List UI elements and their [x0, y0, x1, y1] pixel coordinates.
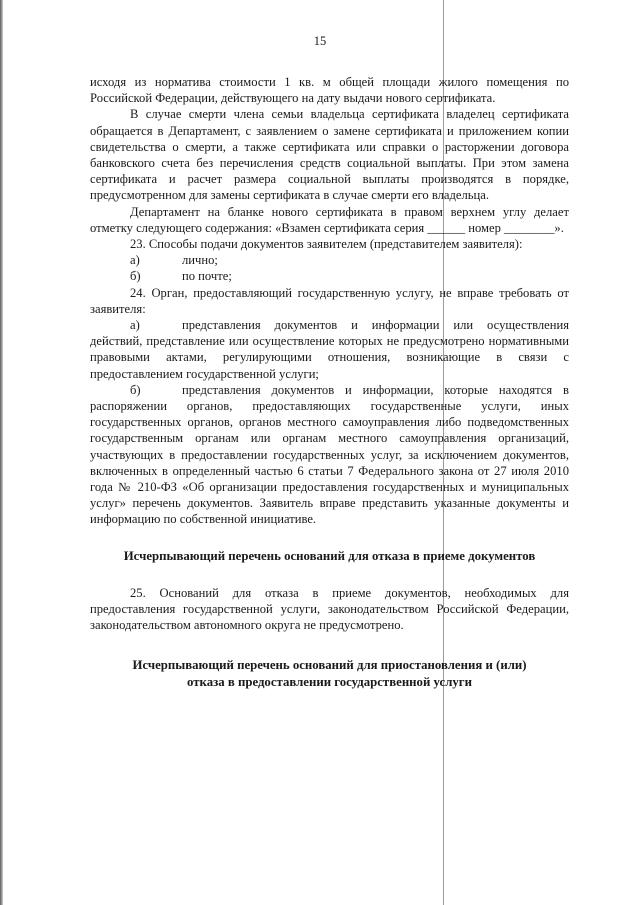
paragraph-continuation: исходя из норматива стоимости 1 кв. м общей площади жилого помещения по Российской Федерации, действующего на дату выдачи нового сертификата.: [90, 75, 569, 106]
page-number: 15: [313, 34, 327, 48]
list-marker: б): [130, 382, 141, 397]
list-item-23b: [90, 268, 569, 284]
list-item-text: лично;: [182, 253, 218, 268]
section-heading-suspension-line1: Исчерпывающий перечень оснований для приостановления и (или): [132, 658, 527, 673]
list-item-text: представления документов и информации, которые находятся в распоряжении органов, предоставляющих государственные услуги, иных государственных органов, органов местного самоуправления либо подведомственных государственным органам или органам местного самоуправления организаций, участвующих в предоставлении государственных услуг, за исключением документов, включенных в определенный частью 6 статьи 7 Федерального закона от 27 июля 2010 года № 210-ФЗ «Об организации предоставления государственных и муниципальных услуг» перечень документов. Заявитель вправе представить указанные документы и информацию по собственной инициативе.: [90, 382, 569, 527]
list-item-text: по почте;: [182, 269, 232, 284]
list-item-text: представления документов и информации или осуществления действий, представление или осуществление которых не предусмотрено нормативными правовыми актами, регулирующими отношения, возникающие в связи с предоставлением государственной услуги;: [90, 318, 569, 381]
list-item-24b: [90, 382, 569, 528]
scan-edge: [0, 0, 3, 905]
document-body: [90, 74, 569, 691]
section-heading-refusal-acceptance: Исчерпывающий перечень оснований для отказа в приеме документов: [123, 548, 536, 563]
list-marker: б): [130, 269, 141, 284]
list-item-24a: [90, 317, 569, 382]
paragraph-24: 24. Орган, предоставляющий государственную услугу, не вправе требовать от заявителя:: [90, 285, 569, 316]
paragraph-23: 23. Способы подачи документов заявителем (представителем заявителя):: [130, 237, 523, 252]
list-marker: а): [130, 318, 140, 333]
paragraph-death-of-family-member: В случае смерти члена семьи владельца сертификата владелец сертификата обращается в Департамент, с заявлением о замене сертификата и приложением копии свидетельства о смерти, а также сертификата или справки о расторжении договора банковского счета без перечисления средств социальной выплаты. При этом замена сертификата и расчет размера социальной выплаты производятся в порядке, предусмотренном для замены сертификата в случае смерти его владельца.: [90, 107, 569, 203]
section-heading-suspension-line2: отказа в предоставлении государственной услуги: [187, 675, 472, 690]
list-marker: а): [130, 253, 140, 268]
paragraph-25: 25. Оснований для отказа в приеме документов, необходимых для предоставления государственной услуги, законодательством Российской Федерации, законодательством автономного округа не предусмотрено.: [90, 585, 569, 633]
paragraph-certificate-mark: Департамент на бланке нового сертификата в правом верхнем углу делает отметку следующего содержания: «Взамен сертификата серия ______ номер ________».: [90, 204, 569, 235]
list-item-23a: [90, 252, 569, 268]
